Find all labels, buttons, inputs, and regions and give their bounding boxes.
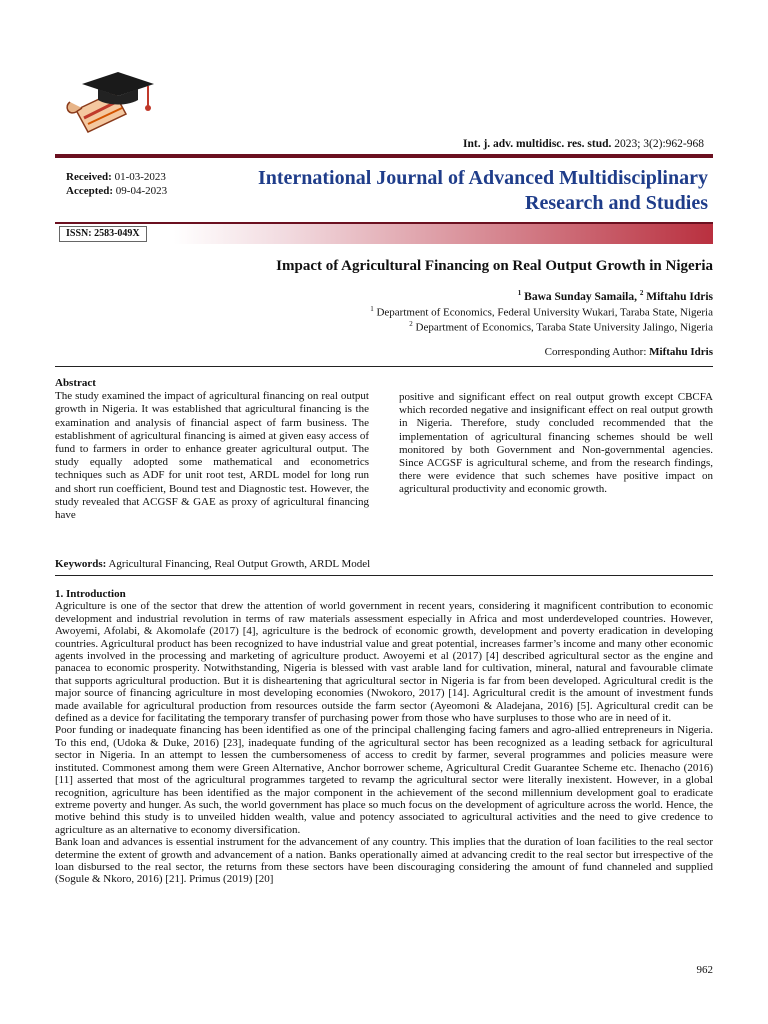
header-rule (55, 154, 713, 158)
abstract-right-column (399, 391, 713, 497)
affiliation-2-text: Department of Economics, Taraba State University Jalingo, Nigeria (415, 321, 713, 334)
intro-paragraph-1: Agriculture is one of the sector that drew the attention of world government in recent years, considering it magnificent contribution to economic development and industrial revolution in terms of raw materials assessment especially in Africa and most underdeveloped countries. However, Awoyemi, Afolabi, & Akomolafe (2017) [4], agriculture is the bedrock of economic growth, development and poverty eradication in developing countries. Agricultural product has been recognized to have industrial value and great potential, increases farmer’s income and many other economic agents involved in the processing and marketing of agriculture product. Awoyemi et al (2017) [4] described agricultural sector as the engine and panacea to economic prosperity. Notwithstanding, Nigeria is blessed with vast arable land for cultivation, mineral, natural and favourable climate that supports agricultural production. But it is disheartening that agricultural sector in Nigeria is far from been developed. Agricultural credit is the major source of financing agriculture in most developing economies (Nwokoro, 2017) [14]. Agricultural credit is the amount of investment funds made available for agricultural production from resources outside the farm sector (Ayeomoni & Aladejana, 2016) [5]. Agricultural credit can be defined as a device for facilitating the temporary transfer of purchasing power from those who have surpluses to those who are in need of it. (55, 600, 713, 725)
corresponding-label: Corresponding Author: (544, 346, 647, 358)
keywords-rule (55, 575, 713, 576)
abstract-left-text: The study examined the impact of agricultural financing on real output growth in Nigeria. It was established that agricultural financing is the examination and analysis of financial aspect of farm business. The establishment of agricultural financing is aimed at given easy access of fund to farmers in order to enhance greater agricultural output. The study equally adopted some mathematical and econometrics techniques such as ADF for unit root test, ARDL model for long run and short run coefficient, Bound test and Diagnostic test. However, the study revealed that ACGSF & GAE as proxy of agricultural financing have (55, 390, 369, 522)
keywords-label: Keywords: (55, 558, 107, 570)
citation-journal: Int. j. adv. multidisc. res. stud. (463, 138, 612, 150)
dates-block (66, 170, 167, 198)
affiliation-2: $^2$ Department of Economics, Taraba State University Jalingo, Nigeria (409, 320, 713, 334)
intro-paragraph-3: Bank loan and advances is essential instrument for the advancement of any country. This implies that the duration of loan facilities to the real sector determine the extent of growth and advancement of a nation. Banks operationally aimed at advancing credit to the real sector but irrespective of the loan disbursed to the real sector, the returns from these sectors have been discouraging considering the amount of fund channeled and supplied (Sogule & Nkoro, 2016) [21]. Primus (2019) [20] (55, 836, 713, 886)
affiliation-1: $^1$ Department of Economics, Federal University Wukari, Taraba State, Nigeria (370, 305, 713, 319)
accepted-label: Accepted: (66, 185, 114, 197)
journal-logo-icon (62, 62, 162, 142)
corresponding-author (545, 346, 713, 358)
received-date: 01-03-2023 (114, 171, 166, 183)
citation-line (463, 138, 704, 150)
abstract-heading: Abstract (55, 377, 96, 389)
page-number: 962 (696, 964, 713, 976)
article-authors: $^1$ Bawa Sunday Samaila, $^2$ Miftahu Idris (517, 289, 713, 303)
introduction-heading: 1. Introduction (55, 588, 126, 600)
abstract-top-rule (55, 366, 713, 367)
abstract-right-text: positive and significant effect on real output growth except CBCFA which recorded negative and insignificant effect on real output growth in Nigeria. Therefore, study concluded recommended that the implementation of agricultural financing schemes should be well monitored by both Government and Non-governmental agencies. Since ACGSF is agricultural scheme, and from the research findings, there were evidence that such schemes have positive impact on agricultural productivity and economic growth. (399, 391, 713, 496)
abstract-left-column (55, 377, 369, 522)
keywords-text: Agricultural Financing, Real Output Growth, ARDL Model (108, 558, 371, 570)
citation-volume: 2023; 3(2):962-968 (614, 138, 704, 150)
affiliation-1-text: Department of Economics, Federal University Wukari, Taraba State, Nigeria (376, 306, 713, 319)
keywords-line (55, 558, 370, 570)
journal-name-line2: Research and Studies (525, 192, 708, 214)
journal-name-line1: International Journal of Advanced Multidisciplinary (257, 167, 708, 189)
received-label: Received: (66, 171, 112, 183)
corresponding-name: Miftahu Idris (649, 346, 713, 358)
journal-name (188, 166, 708, 216)
intro-paragraph-2: Poor funding or inadequate financing has been identified as one of the principal challenging facing famers and agro-allied entrepreneurs in Nigeria. To this end, (Udoka & Duke, 2016) [23], inadequate funding of the agricultural sector has been recognized as a leading setback for agricultural sector in Nigeria. In an attempt to lessen the cumbersomeness of access to credit by farmer, several programmes and policies measure were instituted. Commonest among them were Green Alternative, Anchor borrower scheme, Agricultural Credit Guarantee Scheme etc. Ihenacho (2016) [11] asserted that most of the agricultural programmes targeted to revamp the agricultural sector were literally inexistent. However, in a global recognition, agriculture has been identified as the major component in the achievement of the second millennium development goal to eradicate extreme poverty and hunger. As such, the world government has place so much focus on the development of agriculture across the world. Hence, the motive behind this study is to unveiled hidden wealth, value and potency associated to agricultural activities and the need to give credence to agriculture as an alternative to economy diversification. (55, 724, 713, 836)
introduction-section (55, 588, 713, 886)
article-title: Impact of Agricultural Financing on Real Output Growth in Nigeria (276, 258, 713, 274)
issn-label: ISSN: 2583-049X (59, 226, 147, 242)
issn-bar (55, 224, 713, 244)
accepted-date: 09-04-2023 (115, 185, 168, 197)
